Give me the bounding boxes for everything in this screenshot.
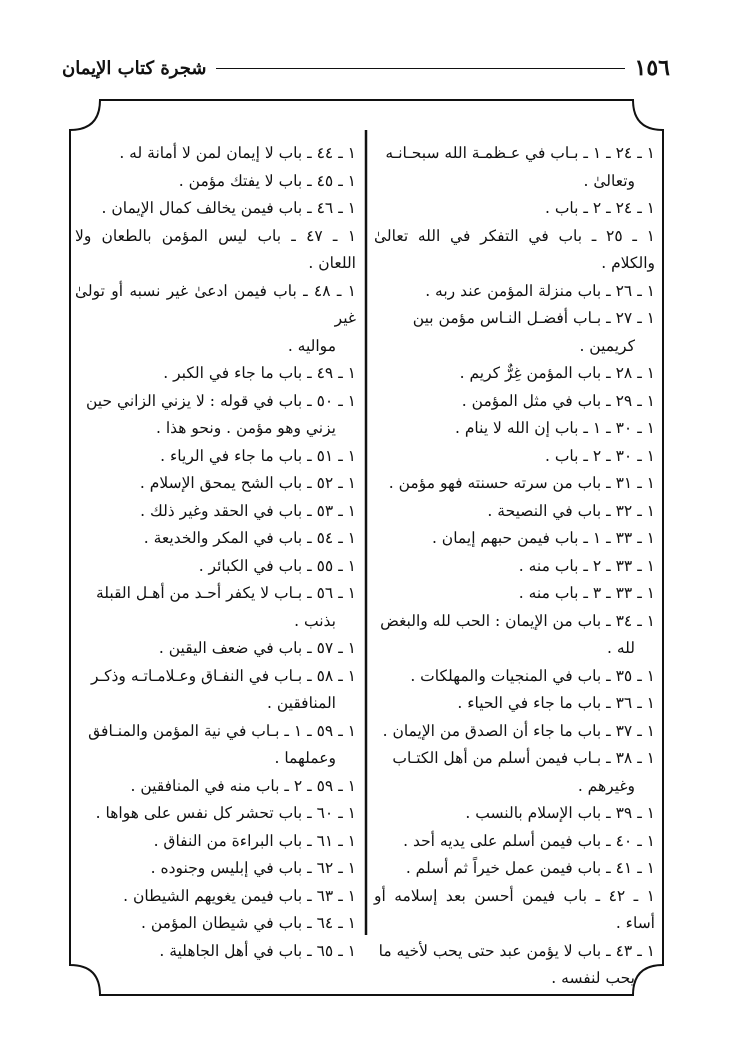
chapter-entry-text: ١ ـ ٥٣ ـ باب في الحقد وغير ذلك .	[140, 501, 356, 520]
chapter-entry-text: ١ ـ ٦٥ ـ باب في أهل الجاهلية .	[159, 941, 356, 960]
chapter-entry-text: ١ ـ ٢٤ ـ ٢ ـ باب .	[544, 199, 655, 217]
chapter-entry	[374, 938, 655, 993]
chapter-entry	[374, 415, 655, 443]
chapter-entry-text: ١ ـ ٥٩ ـ ١ ـ بـاب في نية المؤمن والمنـافق	[88, 721, 356, 740]
chapter-entry	[374, 828, 655, 856]
chapter-entry	[374, 443, 655, 471]
chapter-entry	[75, 910, 356, 938]
chapter-entry-continuation: وتعالىٰ .	[583, 171, 635, 190]
chapter-entry-continuation: لله .	[606, 639, 635, 657]
chapter-entry-text: ١ ـ ٤٥ ـ باب لا يفتك مؤمن .	[178, 171, 356, 190]
chapter-entry	[374, 745, 655, 800]
chapter-entry-continuation: مواليه .	[287, 336, 336, 355]
chapter-entry	[75, 525, 356, 553]
chapter-entry	[75, 278, 356, 361]
chapter-entry	[75, 553, 356, 581]
chapter-entry	[75, 828, 356, 856]
chapter-entry	[75, 938, 356, 966]
chapter-entry-text: ١ ـ ٤٤ ـ باب لا إيمان لمن لا أمانة له .	[119, 144, 356, 162]
chapter-entry-text: ١ ـ ٣٠ ـ ٢ ـ باب .	[544, 446, 655, 465]
chapter-entry-text: ١ ـ ٤٢ ـ باب فيمن أحسن بعد إسلامه أو أساء .	[374, 886, 655, 932]
chapter-entry-text: ١ ـ ٣٣ ـ ٣ ـ باب منه .	[518, 584, 655, 602]
chapter-entry-text: ١ ـ ٥٩ ـ ٢ ـ باب منه في المنافقين .	[130, 776, 356, 795]
chapter-entry	[75, 498, 356, 526]
chapter-entry	[374, 883, 655, 938]
chapter-entry	[374, 223, 655, 278]
chapter-entry-text: ١ ـ ٢٤ ـ ١ ـ بـاب في عـظمـة الله سبحـانـه	[385, 144, 655, 162]
chapter-entry-text: ١ ـ ٢٧ ـ بـاب أفضـل النـاس مؤمن بين	[412, 309, 655, 327]
chapter-entry	[374, 140, 655, 195]
chapter-entry	[75, 883, 356, 911]
contents-columns	[75, 140, 655, 987]
chapter-entry-text: ١ ـ ٣١ ـ باب من سرته حسنته فهو مؤمن .	[388, 474, 655, 492]
chapter-entry-text: ١ ـ ٦٠ ـ باب تحشر كل نفس على هواها .	[95, 804, 356, 822]
chapter-entry-continuation: بذنب .	[294, 611, 336, 630]
chapter-entry	[374, 470, 655, 498]
chapter-entry-text: ١ ـ ٣٢ ـ باب في النصيحة .	[487, 501, 655, 520]
chapter-entry-text: ١ ـ ٦٣ ـ باب فيمن يغويهم الشيطان .	[123, 886, 356, 905]
chapter-entry	[75, 855, 356, 883]
chapter-entry	[75, 470, 356, 498]
chapter-entry	[374, 278, 655, 306]
chapter-entry-text: ١ ـ ٥٠ ـ باب في قوله : لا يزني الزاني حين	[85, 391, 356, 410]
chapter-entry-text: ١ ـ ٤٧ ـ باب ليس المؤمن بالطعان ولا اللعان .	[75, 226, 357, 272]
chapter-entry-text: ١ ـ ٤٦ ـ باب فيمن يخالف كمال الإيمان .	[101, 199, 356, 217]
chapter-entry	[75, 443, 356, 471]
chapter-entry	[75, 580, 356, 635]
chapter-entry-text: ١ ـ ٥٤ ـ باب في المكر والخديعة .	[143, 529, 356, 547]
chapter-entry	[75, 800, 356, 828]
chapter-entry-text: ١ ـ ٢٥ ـ باب في التفكر في الله تعالىٰ والكلام .	[374, 226, 655, 272]
chapter-entry	[374, 663, 655, 691]
chapter-entry	[374, 800, 655, 828]
chapter-entry-text: ١ ـ ٣٠ ـ ١ ـ باب إن الله لا ينام .	[454, 419, 655, 437]
chapter-entry-text: ١ ـ ٥٨ ـ بـاب في النفـاق وعـلامـاتـه وذكـر	[91, 666, 356, 685]
chapter-entry-text: ١ ـ ٣٨ ـ بـاب فيمن أسلم من أهل الكتـاب	[392, 749, 655, 767]
chapter-entry-text: ١ ـ ٤٨ ـ باب فيمن ادعىٰ غير نسبه أو تولىٰ غير	[75, 281, 356, 327]
chapter-entry	[75, 360, 356, 388]
chapter-entry-text: ١ ـ ٤٣ ـ باب لا يؤمن عبد حتى يحب لأخيه ما	[378, 941, 655, 960]
chapter-entry-continuation: وغيرهم .	[577, 776, 635, 795]
chapter-entry-continuation: يحب لنفسه .	[551, 969, 635, 987]
chapter-entry	[75, 388, 356, 443]
chapter-entry-text: ١ ـ ٤١ ـ باب فيمن عمل خيراً ثم أسلم .	[405, 859, 655, 877]
chapter-entry-text: ١ ـ ٣٦ ـ باب ما جاء في الحياء .	[457, 694, 655, 712]
chapter-entry	[374, 553, 655, 581]
chapter-entry	[374, 388, 655, 416]
chapter-entry-text: ١ ـ ٣٥ ـ باب في المنجيات والمهلكات .	[410, 666, 655, 685]
chapter-entry-text: ١ ـ ٦٢ ـ باب في إبليس وجنوده .	[150, 859, 356, 877]
chapter-entry	[75, 718, 356, 773]
chapter-entry	[374, 498, 655, 526]
chapter-entry	[374, 855, 655, 883]
chapter-entry-continuation: المنافقين .	[267, 694, 336, 712]
chapter-entry	[374, 360, 655, 388]
chapter-entry-text: ١ ـ ٢٦ ـ باب منزلة المؤمن عند ربه .	[425, 281, 655, 300]
right-column	[374, 140, 655, 987]
chapter-entry-text: ١ ـ ٣٣ ـ ١ ـ باب فيمن حبهم إيمان .	[431, 529, 655, 547]
chapter-entry	[374, 195, 655, 223]
chapter-entry	[75, 195, 356, 223]
page-number: ١٥٦	[634, 55, 670, 81]
chapter-entry-text: ١ ـ ٥٦ ـ بـاب لا يكفر أحـد من أهـل القبلة	[95, 584, 356, 602]
chapter-entry	[75, 635, 356, 663]
chapter-entry-text: ١ ـ ٢٨ ـ باب المؤمن غِرٌّ كريم .	[459, 364, 655, 382]
chapter-entry	[374, 690, 655, 718]
chapter-entry-text: ١ ـ ٥٢ ـ باب الشح يمحق الإسلام .	[139, 474, 356, 492]
chapter-entry-text: ١ ـ ٥١ ـ باب ما جاء في الرياء .	[160, 446, 356, 465]
chapter-entry-continuation: وعملهما .	[274, 749, 336, 767]
chapter-entry	[374, 525, 655, 553]
chapter-entry	[374, 718, 655, 746]
chapter-entry-text: ١ ـ ٦٤ ـ باب في شيطان المؤمن .	[141, 914, 356, 932]
chapter-entry-text: ١ ـ ٢٩ ـ باب في مثل المؤمن .	[461, 391, 655, 410]
chapter-entry	[75, 168, 356, 196]
chapter-entry-text: ١ ـ ٤٠ ـ باب فيمن أسلم على يديه أحد .	[403, 831, 655, 850]
left-column	[75, 140, 357, 960]
running-title: شجرة كتاب الإيمان	[62, 57, 207, 79]
chapter-entry	[75, 773, 356, 801]
chapter-entry-text: ١ ـ ٣٧ ـ باب ما جاء أن الصدق من الإيمان .	[382, 721, 655, 740]
chapter-entry-text: ١ ـ ٦١ ـ باب البراءة من النفاق .	[153, 831, 356, 850]
chapter-entry-text: ١ ـ ٥٥ ـ باب في الكبائر .	[198, 556, 356, 575]
chapter-entry	[374, 580, 655, 608]
chapter-entry	[75, 140, 356, 168]
chapter-entry-continuation: كريمين .	[579, 336, 635, 355]
chapter-entry-text: ١ ـ ٤٩ ـ باب ما جاء في الكبر .	[163, 364, 356, 382]
chapter-entry-text: ١ ـ ٣٩ ـ باب الإسلام بالنسب .	[465, 804, 655, 822]
chapter-entry-text: ١ ـ ٥٧ ـ باب في ضعف اليقين .	[158, 639, 356, 657]
chapter-entry	[75, 663, 356, 718]
chapter-entry	[374, 608, 655, 663]
chapter-entry	[75, 223, 356, 278]
chapter-entry-text: ١ ـ ٣٣ ـ ٢ ـ باب منه .	[518, 556, 655, 575]
chapter-entry-text: ١ ـ ٣٤ ـ باب من الإيمان : الحب لله والبغض	[380, 611, 655, 630]
chapter-entry	[374, 305, 655, 360]
chapter-entry-continuation: يزني وهو مؤمن . ونحو هذا .	[155, 419, 336, 437]
